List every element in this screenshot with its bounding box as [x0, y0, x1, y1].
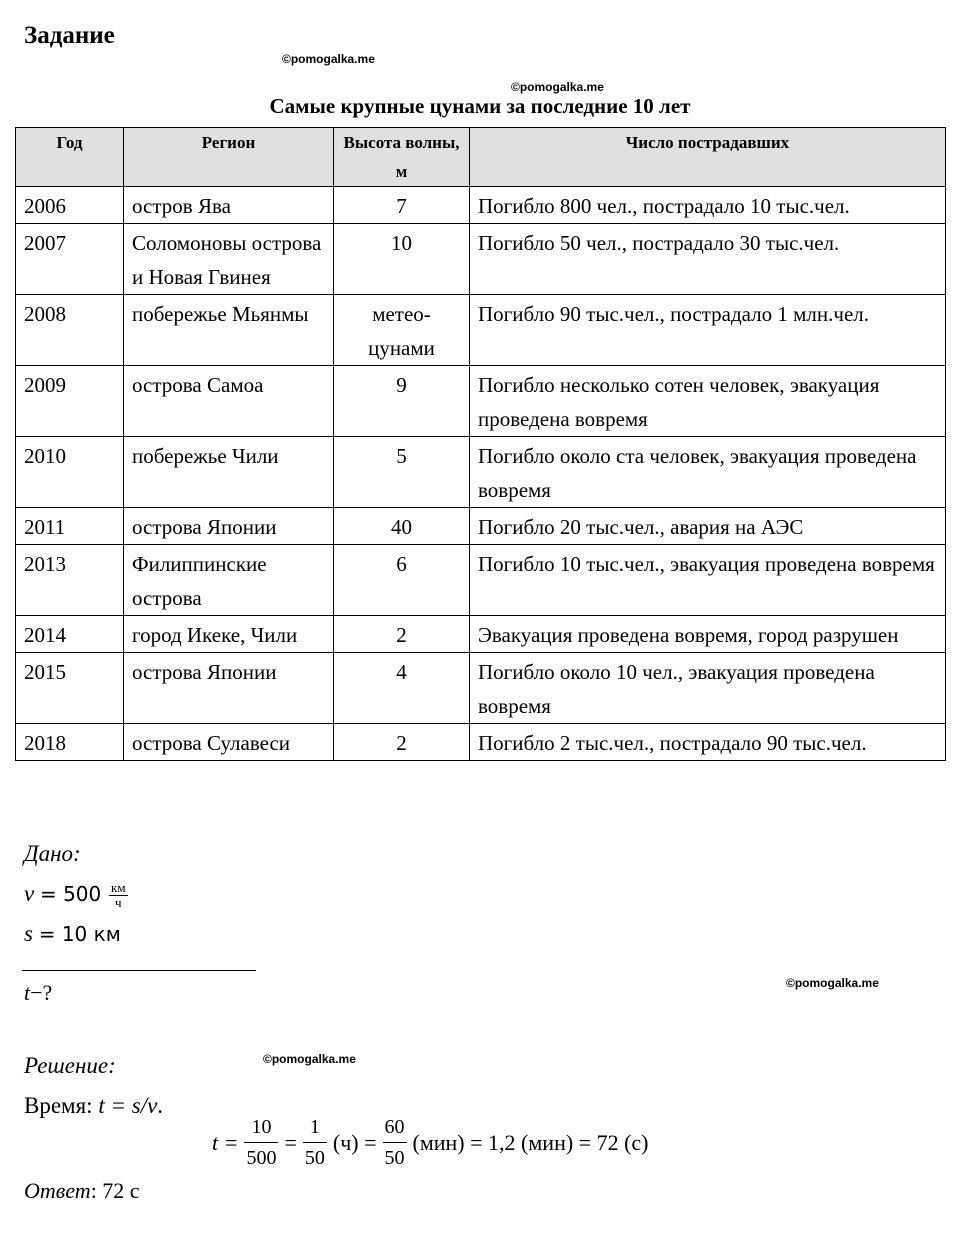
table-row — [16, 437, 946, 508]
time-text: Время: — [24, 1093, 99, 1118]
cell-year: 2008 — [16, 295, 124, 366]
table-caption: Самые крупные цунами за последние 10 лет — [269, 94, 691, 118]
fraction-numerator: 60 — [383, 1112, 407, 1143]
table-row — [16, 653, 946, 724]
cell-region: город Икеке, Чили — [124, 616, 334, 653]
answer-line — [24, 1178, 140, 1204]
cell-wave-height: 40 — [334, 508, 470, 545]
tsunami-table — [15, 127, 946, 761]
table-row — [16, 616, 946, 653]
velocity-unit-denominator: ч — [115, 895, 122, 911]
cell-year: 2013 — [16, 545, 124, 616]
cell-year: 2006 — [16, 187, 124, 224]
fraction-numerator: 10 — [244, 1112, 278, 1143]
cell-wave-height: метео-цунами — [334, 295, 470, 366]
solution-block — [24, 1046, 163, 1126]
cell-region: острова Японии — [124, 508, 334, 545]
header-wave-height: Высота волны, м — [334, 128, 470, 187]
cell-victims: Погибло 10 тыс.чел., эвакуация проведена вовремя — [470, 545, 946, 616]
table-header-row — [16, 128, 946, 187]
cell-region: острова Сулавеси — [124, 724, 334, 761]
page-heading: Задание — [24, 22, 115, 49]
cell-year: 2014 — [16, 616, 124, 653]
cell-region: Соломоновы острова и Новая Гвинея — [124, 224, 334, 295]
velocity-unit — [109, 881, 128, 910]
cell-year: 2007 — [16, 224, 124, 295]
cell-wave-height: 2 — [334, 616, 470, 653]
given-divider — [22, 970, 256, 971]
cell-region: побережье Чили — [124, 437, 334, 508]
table-row — [16, 508, 946, 545]
distance-value: = 10 км — [38, 922, 121, 946]
given-velocity — [24, 874, 130, 914]
unknown-mark: −? — [30, 980, 53, 1005]
cell-victims: Погибло несколько сотен человек, эвакуация проведена вовремя — [470, 366, 946, 437]
cell-year: 2015 — [16, 653, 124, 724]
cell-region: остров Ява — [124, 187, 334, 224]
velocity-variable: v — [24, 881, 35, 906]
cell-year: 2018 — [16, 724, 124, 761]
cell-wave-height: 4 — [334, 653, 470, 724]
cell-victims: Погибло около 10 чел., эвакуация проведена вовремя — [470, 653, 946, 724]
table-row — [16, 187, 946, 224]
table-row — [16, 224, 946, 295]
cell-region: Филиппинские острова — [124, 545, 334, 616]
table-row — [16, 724, 946, 761]
table-row — [16, 545, 946, 616]
formula-result: (мин) = 1,2 (мин) = 72 (с) — [412, 1129, 649, 1155]
time-formula: t = s/v — [98, 1093, 158, 1118]
cell-victims: Эвакуация проведена вовремя, город разрушен — [470, 616, 946, 653]
fraction-denominator: 500 — [246, 1147, 277, 1169]
fraction-60-50 — [383, 1112, 407, 1173]
fraction-10-500 — [244, 1112, 278, 1173]
distance-variable: s — [24, 921, 33, 946]
cell-victims: Погибло 50 чел., пострадало 30 тыс.чел. — [470, 224, 946, 295]
cell-victims: Погибло 20 тыс.чел., авария на АЭС — [470, 508, 946, 545]
answer-value: : 72 с — [90, 1178, 140, 1203]
formula-lhs: t = — [212, 1129, 239, 1155]
cell-victims: Погибло 2 тыс.чел., пострадало 90 тыс.чел. — [470, 724, 946, 761]
cell-region: побережье Мьянмы — [124, 295, 334, 366]
header-region: Регион — [124, 128, 334, 187]
answer-label: Ответ — [24, 1178, 91, 1203]
given-label: Дано: — [24, 841, 81, 866]
solution-label: Решение: — [24, 1053, 116, 1078]
cell-wave-height: 5 — [334, 437, 470, 508]
watermark: ©pomogalka.me — [511, 80, 604, 94]
formula-hours: (ч) = — [332, 1129, 377, 1155]
given-block — [24, 834, 130, 954]
fraction-1-50 — [303, 1112, 327, 1173]
cell-year: 2010 — [16, 437, 124, 508]
time-end: . — [157, 1093, 164, 1118]
watermark: ©pomogalka.me — [786, 976, 879, 990]
fraction-numerator: 1 — [303, 1112, 327, 1143]
header-year: Год — [16, 128, 124, 187]
velocity-value: = 500 — [39, 882, 102, 906]
unknown-variable: t — [24, 980, 31, 1005]
cell-victims: Погибло 90 тыс.чел., пострадало 1 млн.чел. — [470, 295, 946, 366]
cell-wave-height: 6 — [334, 545, 470, 616]
watermark: ©pomogalka.me — [282, 52, 375, 66]
cell-victims: Погибло 800 чел., пострадало 10 тыс.чел. — [470, 187, 946, 224]
unknown-quantity — [24, 980, 52, 1006]
cell-wave-height: 9 — [334, 366, 470, 437]
velocity-unit-numerator: км — [111, 880, 126, 896]
calculation-formula — [212, 1112, 649, 1173]
given-distance — [24, 914, 130, 954]
cell-region: острова Японии — [124, 653, 334, 724]
formula-equals: = — [284, 1129, 297, 1155]
cell-region: острова Самоа — [124, 366, 334, 437]
cell-year: 2011 — [16, 508, 124, 545]
solution-time-line — [24, 1086, 163, 1126]
cell-year: 2009 — [16, 366, 124, 437]
watermark: ©pomogalka.me — [263, 1052, 356, 1066]
cell-wave-height: 10 — [334, 224, 470, 295]
fraction-denominator: 50 — [384, 1147, 405, 1169]
cell-wave-height: 2 — [334, 724, 470, 761]
table-row — [16, 295, 946, 366]
fraction-denominator: 50 — [304, 1147, 325, 1169]
table-row — [16, 366, 946, 437]
cell-wave-height: 7 — [334, 187, 470, 224]
cell-victims: Погибло около ста человек, эвакуация проведена вовремя — [470, 437, 946, 508]
header-victims: Число пострадавших — [470, 128, 946, 187]
